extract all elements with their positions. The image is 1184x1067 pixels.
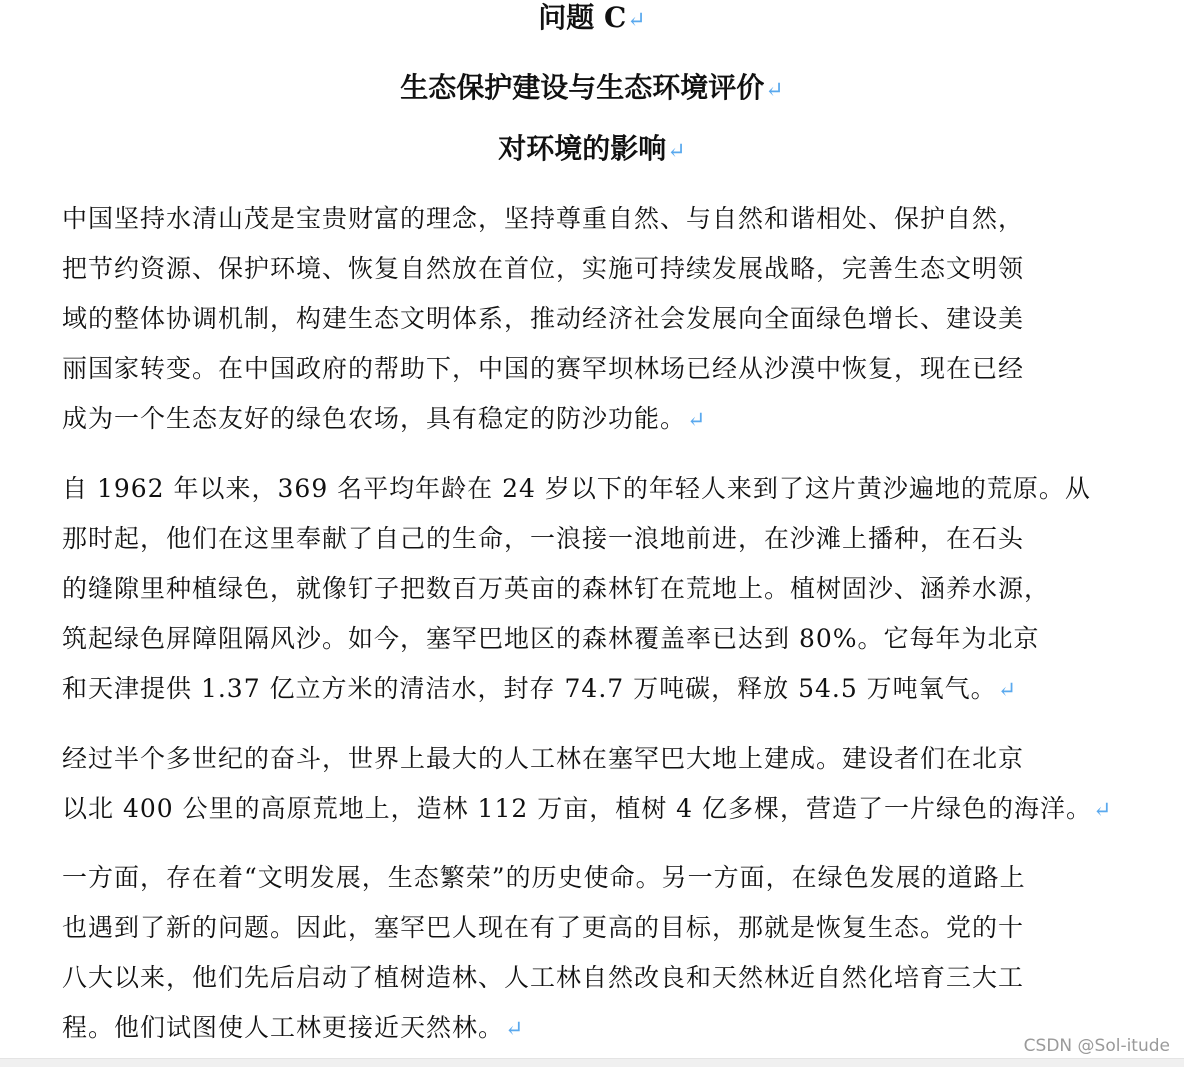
- doc-subtitle: [0, 131, 1184, 170]
- text-line-last: [62, 394, 1122, 444]
- title-text: 生态保护建设与生态环境评价: [400, 71, 765, 104]
- paragraph-mark-icon: ↵: [1093, 798, 1113, 823]
- paragraph-mark-icon: ↵: [765, 78, 784, 103]
- paragraph-3: [62, 734, 1122, 834]
- title-text: 对环境的影响: [498, 132, 667, 165]
- text-line: 把节约资源、保护环境、恢复自然放在首位，实施可持续发展战略，完善生态文明领: [62, 254, 1025, 283]
- text-line-last: [62, 784, 1122, 834]
- text-line: 程。他们试图使人工林更接近天然林。: [62, 1013, 505, 1042]
- text-line: 域的整体协调机制，构建生态文明体系，推动经济社会发展向全面绿色增长、建设美: [62, 304, 1025, 333]
- paragraph-mark-icon: ↵: [687, 408, 707, 433]
- paragraph-mark-icon: ↵: [505, 1017, 525, 1042]
- doc-title-main: [0, 70, 1184, 109]
- text-line: 一方面，存在着“文明发展，生态繁荣”的历史使命。另一方面，在绿色发展的道路上: [62, 863, 1026, 892]
- paragraph-2: [62, 464, 1122, 714]
- paragraph-mark-icon: ↵: [997, 678, 1018, 703]
- text-line-last: [62, 664, 1122, 714]
- paragraph-mark-icon: ↵: [667, 139, 686, 164]
- text-line: 成为一个生态友好的绿色农场，具有稳定的防沙功能。: [62, 404, 687, 433]
- text-line: 和天津提供 1.37 亿立方米的清洁水，封存 74.7 万吨碳，释放 54.5 万吨氧气。: [62, 674, 997, 703]
- title-text: 问题 C: [538, 1, 627, 34]
- paragraph-4: [62, 853, 1122, 1053]
- text-line: 自 1962 年以来，369 名平均年龄在 24 岁以下的年轻人来到了这片黄沙遍地的荒原。从: [62, 474, 1091, 503]
- text-line: 以北 400 公里的高原荒地上，造林 112 万亩，植树 4 亿多棵，营造了一片绿色的海洋。: [62, 794, 1093, 823]
- text-line: 筑起绿色屏障阻隔风沙。如今，塞罕巴地区的森林覆盖率已达到 80%。它每年为北京: [62, 624, 1040, 653]
- text-line: 八大以来，他们先后启动了植树造林、人工林自然改良和天然林近自然化培育三大工: [62, 963, 1025, 992]
- text-line: 丽国家转变。在中国政府的帮助下，中国的赛罕坝林场已经从沙漠中恢复，现在已经: [62, 354, 1025, 383]
- text-line: 中国坚持水清山茂是宝贵财富的理念，坚持尊重自然、与自然和谐相处、保护自然，: [62, 204, 1025, 233]
- text-line: 那时起，他们在这里奉献了自己的生命，一浪接一浪地前进，在沙滩上播种，在石头: [62, 524, 1025, 553]
- text-line-last: [62, 1003, 1122, 1053]
- doc-title-problem: [0, 0, 1184, 39]
- paragraph-mark-icon: ↵: [627, 8, 646, 33]
- text-line: 也遇到了新的问题。因此，塞罕巴人现在有了更高的目标，那就是恢复生态。党的十: [62, 913, 1025, 942]
- text-line: 的缝隙里种植绿色，就像钉子把数百万英亩的森林钉在荒地上。植树固沙、涵养水源，: [62, 574, 1051, 603]
- watermark: CSDN @Sol-itude: [1023, 1036, 1170, 1056]
- text-line: 经过半个多世纪的奋斗，世界上最大的人工林在塞罕巴大地上建成。建设者们在北京: [62, 744, 1025, 773]
- paragraph-1: [62, 194, 1122, 444]
